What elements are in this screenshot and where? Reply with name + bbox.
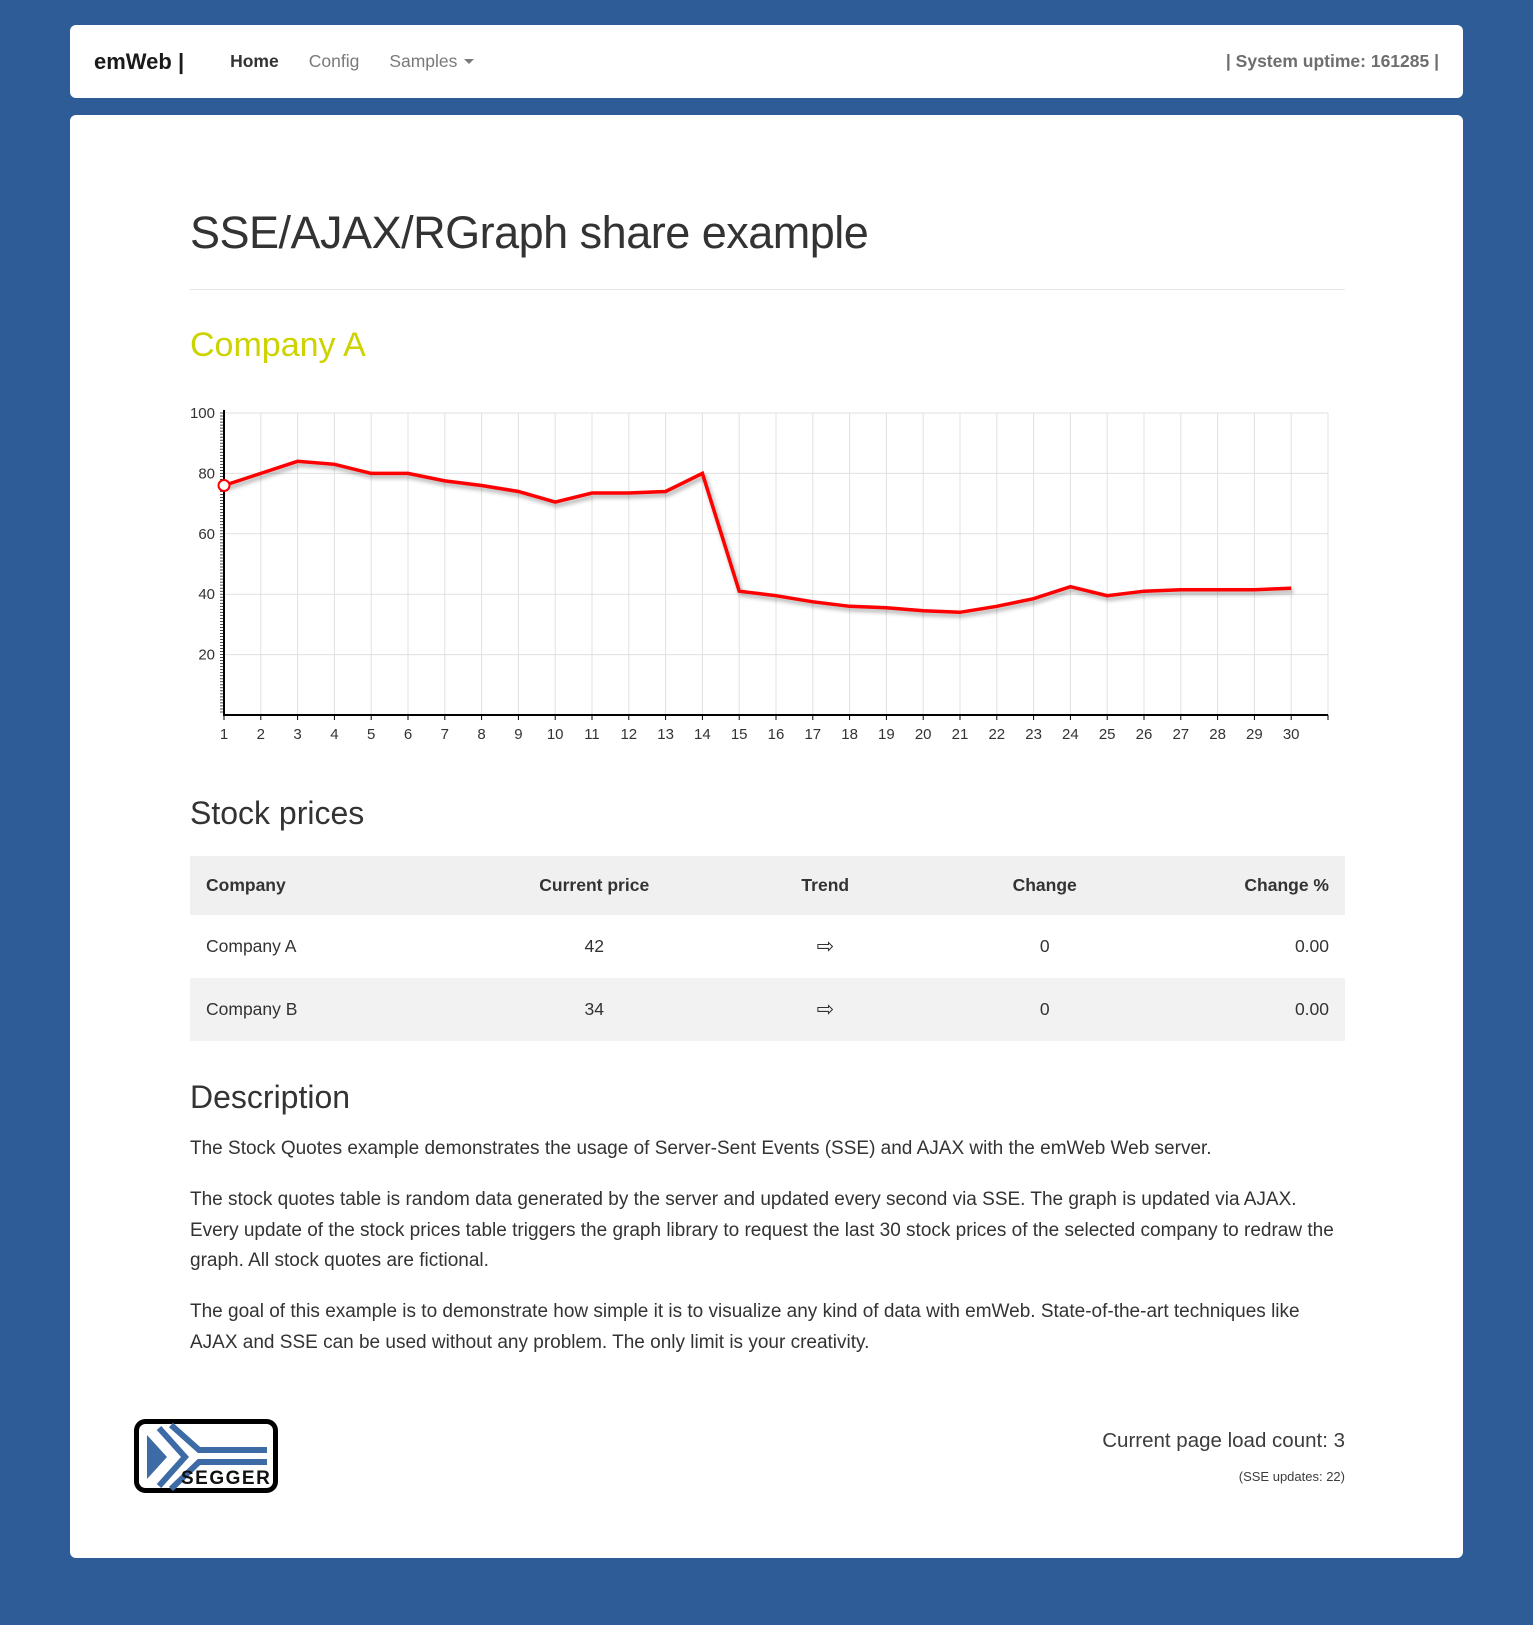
svg-text:26: 26 bbox=[1135, 726, 1153, 743]
description-paragraph: The goal of this example is to demonstrate how simple it is to visualize any kind of data with emWeb. State-of-the-art techniques like AJAX and SSE can be used without any problem. The only limit is your creativity. bbox=[190, 1301, 1300, 1353]
stock-prices-heading: Stock prices bbox=[190, 795, 365, 831]
description-paragraph: The Stock Quotes example demonstrates the usage of Server-Sent Events (SSE) and AJAX with the emWeb Web server. bbox=[190, 1138, 1212, 1159]
svg-text:18: 18 bbox=[841, 726, 858, 743]
svg-text:22: 22 bbox=[988, 726, 1006, 743]
svg-text:15: 15 bbox=[730, 726, 748, 743]
svg-text:23: 23 bbox=[1025, 726, 1042, 743]
svg-text:28: 28 bbox=[1209, 726, 1226, 743]
column-header-trend: Trend bbox=[801, 875, 850, 895]
svg-text:1: 1 bbox=[219, 726, 229, 743]
column-header-company: Company bbox=[206, 875, 286, 895]
description-heading: Description bbox=[190, 1079, 351, 1115]
description-paragraph: The stock quotes table is random data generated by the server and updated every second via SSE. The graph is updated via AJAX. Every update of the stock prices table triggers the graph library to request the last 30 stock prices of the selected company to redraw the graph. All stock quotes are fictional. bbox=[190, 1188, 1334, 1272]
brand-logo[interactable]: emWeb | bbox=[94, 48, 185, 74]
svg-text:3: 3 bbox=[293, 726, 302, 743]
segger-logo-text: SEGGER bbox=[181, 1467, 272, 1489]
divider bbox=[190, 289, 1345, 290]
svg-text:14: 14 bbox=[694, 726, 711, 743]
svg-text:8: 8 bbox=[477, 726, 486, 743]
nav-item-samples[interactable]: Samples bbox=[389, 51, 474, 72]
nav-item-home[interactable]: Home bbox=[230, 51, 279, 71]
share-price-chart bbox=[190, 403, 1345, 753]
svg-text:20: 20 bbox=[914, 726, 932, 743]
svg-text:5: 5 bbox=[367, 726, 376, 743]
trend-arrow-icon: ⇨ bbox=[816, 935, 835, 958]
description-text bbox=[190, 1134, 1345, 1359]
svg-text:100: 100 bbox=[190, 405, 215, 422]
current-price-cell: 34 bbox=[584, 999, 604, 1019]
page-title: SSE/AJAX/RGraph share example bbox=[190, 207, 869, 258]
change-cell: 0 bbox=[1039, 936, 1050, 956]
svg-text:16: 16 bbox=[767, 726, 785, 743]
svg-text:12: 12 bbox=[620, 726, 638, 743]
share-price-chart-canvas bbox=[190, 403, 1330, 753]
svg-text:24: 24 bbox=[1062, 726, 1079, 743]
sse-updates-count: (SSE updates: 22) bbox=[1238, 1468, 1345, 1484]
column-header-current-price: Current price bbox=[539, 875, 650, 895]
company-cell: Company A bbox=[206, 936, 297, 956]
company-cell: Company B bbox=[206, 999, 298, 1019]
column-header-change: Change bbox=[1012, 875, 1077, 895]
svg-text:30: 30 bbox=[1282, 726, 1300, 743]
svg-text:13: 13 bbox=[657, 726, 674, 743]
stock-prices-table bbox=[190, 856, 1345, 1041]
main-content bbox=[70, 115, 1463, 1558]
segger-logo[interactable] bbox=[134, 1419, 278, 1498]
svg-text:9: 9 bbox=[514, 726, 523, 743]
svg-text:19: 19 bbox=[878, 726, 895, 743]
system-uptime-label: | System uptime: 161285 | bbox=[1225, 51, 1439, 71]
table-header-row bbox=[190, 856, 1345, 915]
segger-logo-image bbox=[134, 1419, 278, 1493]
svg-text:40: 40 bbox=[198, 586, 215, 604]
svg-text:11: 11 bbox=[584, 726, 600, 743]
company-heading[interactable]: Company A bbox=[190, 326, 366, 364]
svg-text:4: 4 bbox=[330, 726, 339, 743]
svg-text:2: 2 bbox=[256, 726, 265, 743]
nav-menu bbox=[230, 51, 504, 72]
svg-text:10: 10 bbox=[546, 726, 564, 743]
column-header-change: Change % bbox=[1244, 875, 1329, 895]
table-row-company-b[interactable] bbox=[190, 978, 1345, 1041]
current-price-cell: 42 bbox=[584, 936, 604, 956]
nav-item-config[interactable]: Config bbox=[308, 51, 360, 71]
svg-text:7: 7 bbox=[440, 726, 449, 743]
svg-text:29: 29 bbox=[1246, 726, 1263, 743]
change-pct-cell: 0.00 bbox=[1294, 999, 1329, 1019]
footer bbox=[134, 1419, 1345, 1498]
change-cell: 0 bbox=[1039, 999, 1050, 1019]
svg-text:25: 25 bbox=[1098, 726, 1116, 743]
svg-text:80: 80 bbox=[198, 465, 215, 483]
svg-text:6: 6 bbox=[403, 726, 413, 743]
svg-text:17: 17 bbox=[804, 726, 822, 743]
caret-down-icon bbox=[464, 59, 474, 64]
page-load-count: Current page load count: 3 bbox=[1102, 1428, 1345, 1452]
trend-arrow-icon: ⇨ bbox=[816, 998, 835, 1021]
svg-text:27: 27 bbox=[1172, 726, 1190, 743]
change-pct-cell: 0.00 bbox=[1294, 936, 1329, 956]
svg-text:20: 20 bbox=[198, 646, 215, 664]
table-row-company-a[interactable] bbox=[190, 915, 1345, 978]
svg-text:21: 21 bbox=[951, 726, 969, 743]
navbar bbox=[70, 25, 1463, 98]
svg-text:60: 60 bbox=[198, 525, 215, 543]
